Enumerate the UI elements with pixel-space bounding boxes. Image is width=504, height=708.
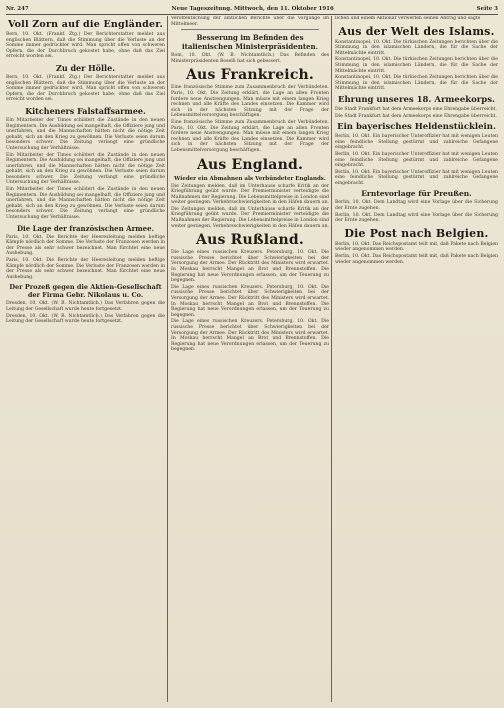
article-headline-france: Aus Frankreich.: [186, 67, 314, 84]
article-headline-french-army: Die Lage der französischen Armee.: [16, 223, 155, 233]
article-text: Bern, 10. Okt. (Frankf. Ztg.) Der Berichterstatter meldet aus englischen Blättern, daß die Stimmung über die Verluste an der Somme immer gedrückter wird. Man spricht offen von schweren Opfern, die der Durchbruch gekostet habe, ohne daß das Ziel erreicht worden sei.: [6, 74, 165, 103]
article-text: Die Stadt Frankfurt hat dem Armeekorps eine Ehrengabe überreicht.: [335, 106, 497, 112]
article-headline-islam: Aus der Welt des Islams.: [338, 24, 495, 38]
article-text: Paris, 10. Okt. Die Berichte der Heeresleitung melden heftige Kämpfe nördlich der Somme. Die Verluste der Franzosen werden in der Presse als sehr schwer bezeichnet. Man fürchtet eine neue Aushebung.: [6, 258, 165, 280]
newspaper-title-date: Neue Tageszeitung. Mittwoch, den 11. Oktober 1916: [171, 6, 334, 12]
page-number: Seite 3: [476, 6, 498, 12]
article-subheadline-england: Wieder ein Abmahnen als Verbündeter Englands.: [174, 175, 326, 182]
article-headline-kitchener: Kitcheners Falstaffsarmee.: [25, 105, 146, 116]
article-text: Dresden, 10. Okt. (W. B. Nichtamtlich.) Das Verfahren gegen die Leitung der Gesellschaft wurde heute fortgesetzt.: [6, 301, 165, 312]
article-text: Berlin, 10. Okt. Dem Landtag wird eine Vorlage über die Sicherung der Ernte zugehen.: [335, 200, 498, 212]
article-text: Berlin, 10. Okt. Ein bayerischer Unteroffizier hat mit wenigen Leuten eine feindliche Stellung gestürmt und zahlreiche Gefangene eingebracht.: [335, 151, 498, 169]
article-headline-trial: Der Prozeß gegen die Aktien-Gesellschaft der Firma Gebr. Nikolaus u. Co.: [9, 283, 162, 300]
article-text: Die Stadt Frankfurt hat dem Armeekorps eine Ehrengabe überreicht.: [335, 113, 497, 119]
article-text: Berlin, 10. Okt. Dem Landtag wird eine Vorlage über die Sicherung der Ernte zugehen.: [335, 212, 498, 224]
article-text: Konstantinopel, 10. Okt. Die türkischen Zeitungen berichten über die Stimmung in den islamischen Ländern, die für die Sache der Mittelmächte eintritt.: [335, 57, 498, 74]
article-text: Bern, 10. Okt. (Frankf. Ztg.) Der Berichterstatter meldet aus englischen Blättern, daß die Stimmung über die Verluste an der Somme immer gedrückter wird. Man spricht offen von schweren Opfern, die der Durchbruch gekostet habe, ohne daß das Ziel erreicht worden sei.: [6, 32, 165, 60]
article-headline-russia: Aus Rußland.: [196, 232, 304, 249]
article-text: Die Lage eines russischen Kreuzers. Petersburg, 10. Okt. Die russische Presse berichtet über Schwierigkeiten bei der Versorgung der Armee. Der Rücktritt des Ministers wird erwartet. In Moskau herrscht Mangel an Brot und Brennstoffen. Die Regierung hat neue Verordnungen erlassen, um der Teuerung zu begegnen.: [171, 319, 329, 353]
article-text: Berlin, 10. Okt. Das Reichspostamt teilt mit, daß Pakete nach Belgien wieder angenommen werden.: [335, 241, 498, 253]
article-text: Ein Mitarbeiter der Times schildert die Zustände in den neuen Regimentern. Die Ausbildung sei mangelhaft, die Offiziere jung und unerfahren, und die Mannschaften hätten nicht die nötige Zeit gehabt, sich an den Krieg zu gewöhnen. Die Verluste seien darum besonders schwer. Die Zeitung verlangt eine gründliche Untersuchung der Verhältnisse.: [6, 152, 165, 186]
article-headline-armeekorps: Ehrung unseres 18. Armeekorps.: [338, 94, 495, 105]
article-text: Berlin, 10. Okt. Das Reichspostamt teilt mit, daß Pakete nach Belgien wieder angenommen werden.: [335, 254, 498, 265]
column-rule-2: [331, 16, 332, 702]
article-headline-england-anger: Voll Zorn auf die Engländer.: [7, 19, 164, 30]
issue-number: Nr. 247: [6, 6, 29, 12]
article-text: Rom, 10. Okt. (W. B. Nichtamtlich.) Das Befinden des Ministerpräsidenten Boselli hat sich gebessert.: [171, 53, 329, 64]
article-text: Paris, 10. Okt. Die Berichte der Heeresleitung melden heftige Kämpfe nördlich der Somme. Die Verluste der Franzosen werden in der Presse als sehr schwer bezeichnet. Man fürchtet eine neue Aushebung.: [6, 234, 165, 257]
article-headline-prussia: Erntevorlage für Preußen.: [361, 189, 472, 199]
column-3: [335, 16, 498, 702]
article-text: Ein Mitarbeiter der Times schildert die Zustände in den neuen Regimentern. Die Ausbildung sei mangelhaft, die Offiziere jung und unerfahren, und die Mannschaften hätten nicht die nötige Zeit gehabt, sich an den Krieg zu gewöhnen. Die Verluste seien darum besonders schwer. Die Zeitung verlangt eine gründliche Untersuchung der Verhältnisse.: [6, 117, 165, 151]
column-rule-1: [167, 16, 168, 702]
article-text: Die Zeitungen melden, daß im Unterhause scharfe Kritik an der Kriegführung geübt wurde. Der Premierminister verteidigte die Maßnahmen der Regierung. Die Lebensmittelpreise in London sind weiter gestiegen. Verkehrsschwierigkeiten in den Häfen dauern an.: [171, 206, 329, 229]
column-1: [6, 16, 165, 702]
article-text: Berlin, 10. Okt. Ein bayerischer Unteroffizier hat mit wenigen Leuten eine feindliche Stellung gestürmt und zahlreiche Gefangene eingebracht.: [335, 134, 498, 151]
column-2: [171, 16, 329, 702]
article-text: Dresden, 10. Okt. (W. B. Nichtamtlich.) Das Verfahren gegen die Leitung der Gesellschaft wurde heute fortgesetzt.: [6, 313, 165, 325]
article-text: Berlin, 10. Okt. Ein bayerischer Unteroffizier hat mit wenigen Leuten eine feindliche Stellung gestürmt und zahlreiche Gefangene eingebracht.: [335, 169, 498, 186]
article-headline-belgium: Die Post nach Belgien.: [344, 226, 489, 240]
article-text: Ein Mitarbeiter der Times schildert die Zustände in den neuen Regimentern. Die Ausbildung sei mangelhaft, die Offiziere jung und unerfahren, und die Mannschaften hätten nicht die nötige Zeit gehabt, sich an den Krieg zu gewöhnen. Die Verluste seien darum besonders schwer. Die Zeitung verlangt eine gründliche Untersuchung der Verhältnisse.: [6, 187, 165, 221]
article-headline-hell: Zu der Hölle.: [56, 62, 115, 73]
article-text: Konstantinopel, 10. Okt. Die türkischen Zeitungen berichten über die Stimmung in den islamischen Ländern, die für die Sache der Mittelmächte eintritt.: [335, 39, 498, 56]
article-headline-england: Aus England.: [196, 156, 304, 173]
article-text: lichen und einem Aktionär verwerfen seinen Antrag und sagte: [335, 16, 481, 21]
section-divider: [181, 29, 319, 30]
article-text: Eine französische Stimme zum Zusammenbruch der Verbündeten. Paris, 10. Okt. Die Zeitung erklärt, die Lage an allen Fronten fordere neue Anstrengungen. Man müsse mit einem langen Krieg rechnen und alle Kräfte des Landes einsetzen. Die Kammer wird sich in der nächsten Sitzung mit der Frage der Lebensmittelversorgung beschäftigen.: [171, 85, 329, 119]
article-text: Eine französische Stimme zum Zusammenbruch der Verbündeten. Paris, 10. Okt. Die Zeitung erklärt, die Lage an allen Fronten fordere neue Anstrengungen. Man müsse mit einem langen Krieg rechnen und alle Kräfte des Landes einsetzen. Die Kammer wird sich in der nächsten Sitzung mit der Frage der Lebensmittelversorgung beschäftigen.: [171, 119, 329, 153]
article-headline-bavaria: Ein bayerisches Heldenstücklein.: [337, 122, 496, 133]
page-masthead: [6, 4, 498, 15]
article-text: Die Lage eines russischen Kreuzers. Petersburg, 10. Okt. Die russische Presse berichtet über Schwierigkeiten bei der Versorgung der Armee. Der Rücktritt des Ministers wird erwartet. In Moskau herrscht Mangel an Brot und Brennstoffen. Die Regierung hat neue Verordnungen erlassen, um der Teuerung zu begegnen.: [171, 250, 329, 284]
article-text: Die Lage eines russischen Kreuzers. Petersburg, 10. Okt. Die russische Presse berichtet über Schwierigkeiten bei der Versorgung der Armee. Der Rücktritt des Ministers wird erwartet. In Moskau herrscht Mangel an Brot und Brennstoffen. Die Regierung hat neue Verordnungen erlassen, um der Teuerung zu begegnen.: [171, 284, 329, 318]
article-text: Konstantinopel, 10. Okt. Die türkischen Zeitungen berichten über die Stimmung in den islamischen Ländern, die für die Sache der Mittelmächte eintritt.: [335, 75, 498, 92]
article-text: Die Zeitungen melden, daß im Unterhause scharfe Kritik an der Kriegführung geübt wurde. Der Premierminister verteidigte die Maßnahmen der Regierung. Die Lebensmittelpreise in London sind weiter gestiegen. Verkehrsschwierigkeiten in den Häfen dauern an.: [171, 183, 329, 206]
article-text: Veröffentlichung der amtlichen Berichte über die Vorgänge im Mittelmeer.: [171, 16, 329, 27]
article-headline-italy: Besserung im Befinden des italienischen Ministerpräsidenten.: [181, 33, 319, 52]
